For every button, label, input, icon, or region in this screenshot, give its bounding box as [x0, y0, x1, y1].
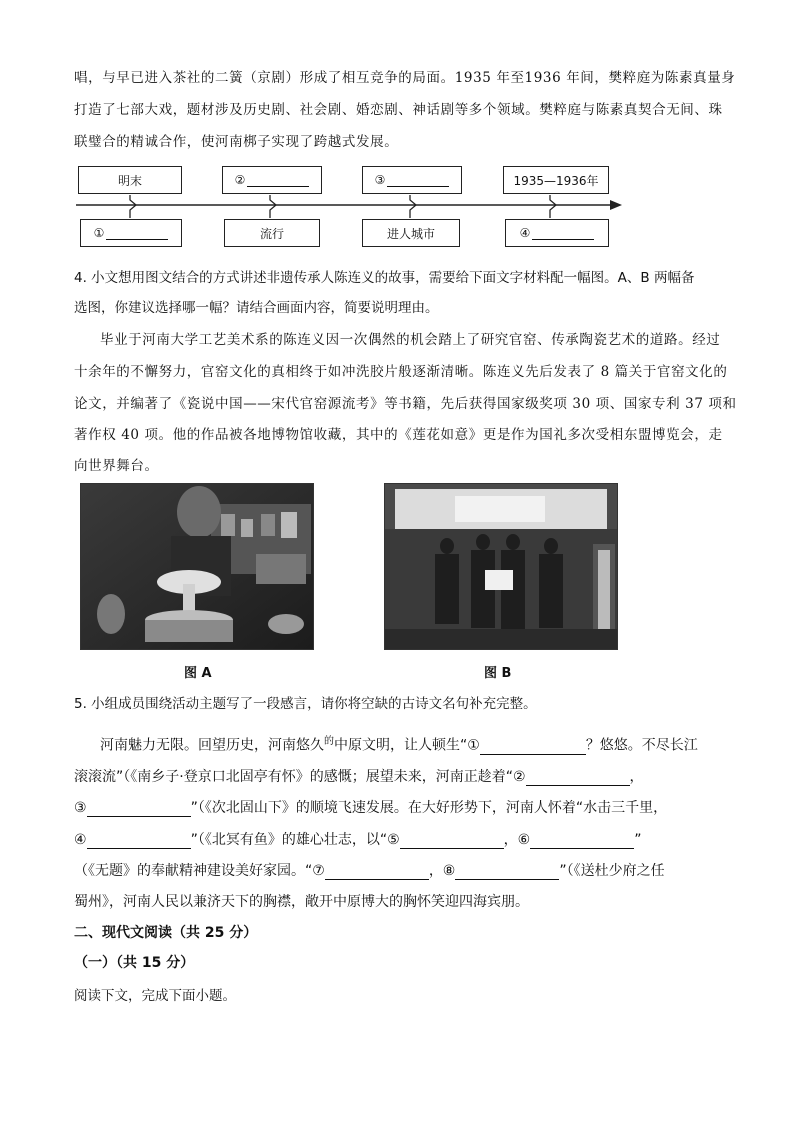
q5-text: ？悠悠。不尽长江 [585, 737, 698, 754]
blank-8[interactable] [455, 865, 559, 880]
blank-5[interactable] [400, 834, 504, 849]
timeline-blank-4[interactable] [532, 227, 594, 240]
q4-line-2: 选图，你建议选择哪一幅？请结合画面内容，简要说明理由。 [74, 300, 439, 316]
q5-text: 滚滚流”（《南乡子·登京口北固亭有怀》的感慨；展望未来，河南正趁着“② [74, 769, 526, 785]
intro-line-2: 打造了七部大戏，题材涉及历史剧、社会剧、婚恋剧、神话剧等多个领域。樊粹庭与陈素真契合无间、珠 [74, 102, 723, 118]
timeline-box-ming [78, 166, 182, 194]
section-title: 二、现代文阅读（共 25 分） [74, 925, 258, 941]
blank-3[interactable] [87, 802, 191, 817]
q5-text: ”（《送杜少府之任 [559, 863, 665, 879]
q5-text: ， [629, 769, 644, 785]
q5-text: ” [634, 832, 642, 848]
q5-text: （《无题》的奉献精神建设美好家园。“⑦ [74, 863, 325, 879]
intro-line-3: 联璧合的精诚合作，使河南梆子实现了跨越式发展。 [74, 134, 399, 150]
q5-title: 5. 小组成员围绕活动主题写了一段感言，请你将空缺的古诗文名句补充完整。 [74, 696, 537, 712]
photo-a-image [81, 484, 313, 649]
blank-6[interactable] [530, 834, 634, 849]
q5-text: ，⑧ [428, 863, 456, 879]
q5-text: ”（《次北固山下》的顺境飞速发展。在大好形势下，河南人怀着“水击三千里， [190, 800, 668, 816]
caption-b: 图 B [484, 666, 512, 681]
q5-line-5 [74, 860, 665, 880]
q5-line-3 [74, 797, 667, 817]
q4-para-4: 著作权 40 项。他的作品被各地博物馆收藏，其中的《莲花如意》更是作为国礼多次受相东盟博览会，走 [74, 427, 723, 443]
timeline-box-4 [505, 219, 609, 247]
q5-text: ，⑥ [503, 832, 531, 848]
blank-4[interactable] [87, 834, 191, 849]
q4-para-5: 向世界舞台。 [74, 458, 159, 474]
blank-1[interactable] [480, 740, 586, 755]
timeline-label-1: ① [93, 226, 105, 240]
q5-sup: 的 [324, 736, 334, 747]
q5-line-1 [100, 732, 698, 755]
timeline-label-2: ② [234, 173, 246, 187]
q5-line-2 [74, 766, 644, 786]
q5-text: ④ [74, 832, 87, 848]
section-subtitle: （一）（共 15 分） [74, 955, 195, 971]
timeline-label-3: ③ [374, 173, 386, 187]
q4-para-2: 十余年的不懈努力，官窑文化的真相终于如冲洗胶片般逐渐清晰。陈连义先后发表了 8 篇关于官窑文化的 [74, 364, 728, 380]
timeline-blank-2[interactable] [247, 174, 309, 187]
section-instruction: 阅读下文，完成下面小题。 [74, 988, 236, 1004]
timeline-blank-3[interactable] [387, 174, 449, 187]
timeline-box-3 [362, 166, 462, 194]
timeline-box-2 [222, 166, 322, 194]
blank-7[interactable] [325, 865, 429, 880]
q5-line-4 [74, 829, 641, 849]
q4-para-1: 毕业于河南大学工艺美术系的陈连义因一次偶然的机会踏上了研究官窑、传承陶瓷艺术的道路。经过 [100, 332, 721, 348]
q5-text: ③ [74, 800, 87, 816]
intro-line-1: 唱，与早已进入茶社的二簧（京剧）形成了相互竞争的局面。1935 年至1936 年间，樊粹庭为陈素真量身 [74, 70, 736, 86]
timeline-label-4: ④ [519, 226, 531, 240]
q5-text: ”（《北冥有鱼》的雄心壮志，以“⑤ [190, 832, 400, 848]
timeline-box-city [362, 219, 460, 247]
q4-para-3: 论文，并编著了《瓷说中国——宋代官窑源流考》等书籍，先后获得国家级奖项 30 项、国家专利 37 项和 [74, 396, 737, 412]
timeline-label-popular: 流行 [259, 226, 284, 241]
q5-text: 中原文明，让人顿生“① [334, 737, 480, 754]
timeline-blank-1[interactable] [106, 227, 168, 240]
photo-b [384, 483, 618, 650]
caption-a: 图 A [184, 666, 212, 681]
q5-text: 河南魅力无限。回望历史，河南悠久 [100, 737, 324, 754]
timeline-label-city: 进人城市 [386, 226, 435, 241]
blank-2[interactable] [526, 771, 630, 786]
timeline-box-1 [80, 219, 182, 247]
timeline-box-popular [224, 219, 320, 247]
photo-a [80, 483, 314, 650]
q5-line-6: 蜀州》，河南人民以兼济天下的胸襟，敞开中原博大的胸怀笑迎四海宾朋。 [74, 894, 529, 910]
timeline-label-ming: 明末 [117, 173, 142, 188]
timeline-box-1935 [503, 166, 609, 194]
photo-b-image [385, 484, 617, 649]
q4-line-1: 4. 小文想用图文结合的方式讲述非遗传承人陈连义的故事，需要给下面文字材料配一幅图。A、B 两幅备 [74, 270, 695, 286]
timeline-label-1935: 1935—1936年 [513, 173, 599, 188]
